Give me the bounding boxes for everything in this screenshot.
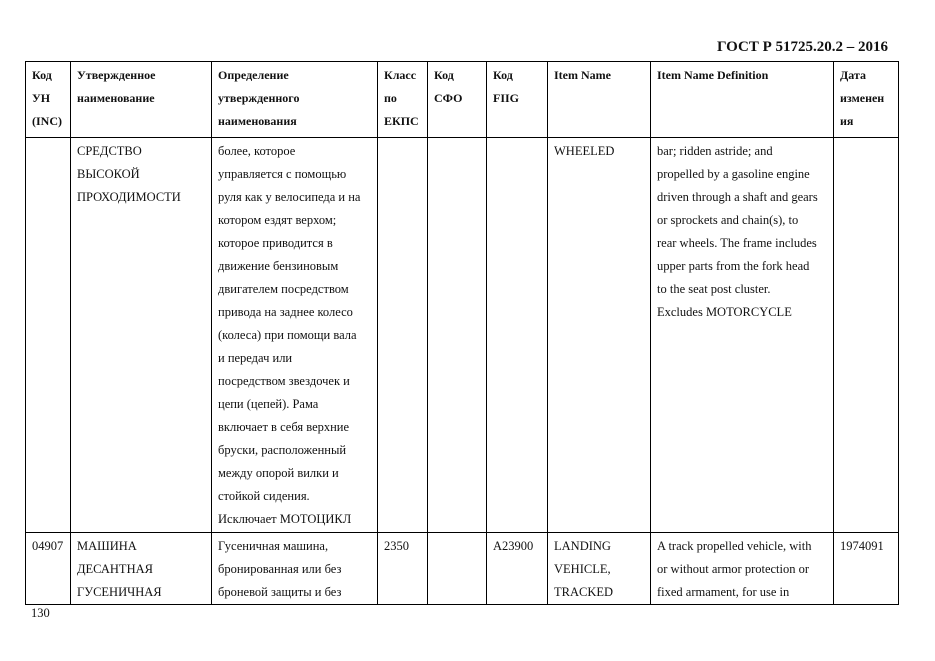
cell-approved-name bbox=[71, 533, 212, 605]
header-line: Утвержденное bbox=[77, 68, 156, 82]
cell-item-name bbox=[548, 533, 651, 605]
cell-sfo bbox=[428, 533, 487, 605]
cell-line: rear wheels. The frame includes bbox=[657, 236, 817, 250]
header-line: FIIG bbox=[493, 91, 520, 105]
cell-line: LANDING bbox=[554, 539, 611, 553]
header-line: наименования bbox=[218, 114, 297, 128]
cell-line: fixed armament, for use in bbox=[657, 585, 790, 599]
cell-line: (колеса) при помощи вала bbox=[218, 328, 357, 342]
cell-line: которое приводится в bbox=[218, 236, 333, 250]
header-line: утвержденного bbox=[218, 91, 300, 105]
header-class bbox=[378, 62, 428, 138]
header-item-name bbox=[548, 62, 651, 138]
cell-line: bar; ridden astride; and bbox=[657, 144, 773, 158]
header-line: Дата bbox=[840, 68, 866, 82]
header-line: Item Name Definition bbox=[657, 68, 769, 82]
cell-line: A23900 bbox=[493, 539, 534, 553]
cell-line: привода на заднее колесо bbox=[218, 305, 353, 319]
cell-item-name bbox=[548, 138, 651, 533]
cell-line: включает в себя верхние bbox=[218, 420, 350, 434]
cell-definition bbox=[212, 138, 378, 533]
cell-line: to the seat post cluster. bbox=[657, 282, 771, 296]
table-row bbox=[26, 138, 899, 533]
header-date bbox=[834, 62, 899, 138]
cell-line: цепи (цепей). Рама bbox=[218, 397, 319, 411]
cell-date bbox=[834, 138, 899, 533]
header-sfo bbox=[428, 62, 487, 138]
cell-line: WHEELED bbox=[554, 144, 615, 158]
cell-line: upper parts from the fork head bbox=[657, 259, 810, 273]
cell-inc bbox=[26, 533, 71, 605]
cell-line: TRACKED bbox=[554, 585, 614, 599]
header-line: Класс bbox=[384, 68, 417, 82]
cell-line: 1974091 bbox=[840, 539, 884, 553]
cell-line: бронированная или без bbox=[218, 562, 342, 576]
header-line: по bbox=[384, 91, 397, 105]
cell-line: ДЕСАНТНАЯ bbox=[77, 562, 153, 576]
header-definition bbox=[212, 62, 378, 138]
cell-line: бруски, расположенный bbox=[218, 443, 347, 457]
header-approved-name bbox=[71, 62, 212, 138]
cell-line: посредством звездочек и bbox=[218, 374, 350, 388]
cell-line: СРЕДСТВО bbox=[77, 144, 142, 158]
header-fiig bbox=[487, 62, 548, 138]
page-number: 130 bbox=[31, 606, 50, 620]
cell-line: VEHICLE, bbox=[554, 562, 611, 576]
cell-line: ГУСЕНИЧНАЯ bbox=[77, 585, 162, 599]
cell-line: стойкой сидения. bbox=[218, 489, 310, 503]
cell-line: or without armor protection or bbox=[657, 562, 810, 576]
specification-table bbox=[25, 61, 899, 605]
cell-line: Гусеничная машина, bbox=[218, 539, 329, 553]
cell-line: между опорой вилки и bbox=[218, 466, 339, 480]
cell-fiig bbox=[487, 533, 548, 605]
header-line: СФО bbox=[434, 91, 463, 105]
header-line: (INC) bbox=[32, 114, 62, 128]
cell-line: управляется с помощью bbox=[218, 167, 347, 181]
header-line: Код bbox=[32, 68, 52, 82]
cell-line: более, которое bbox=[218, 144, 296, 158]
header-line: наименование bbox=[77, 91, 155, 105]
cell-definition bbox=[212, 533, 378, 605]
table-row bbox=[26, 533, 899, 605]
cell-item-name-definition bbox=[651, 138, 834, 533]
header-line: УН bbox=[32, 91, 51, 105]
cell-inc bbox=[26, 138, 71, 533]
cell-sfo bbox=[428, 138, 487, 533]
cell-line: 04907 bbox=[32, 539, 64, 553]
header-line: Код bbox=[434, 68, 454, 82]
cell-approved-name bbox=[71, 138, 212, 533]
cell-line: и передач или bbox=[218, 351, 293, 365]
cell-line: ВЫСОКОЙ bbox=[77, 167, 140, 181]
cell-line: or sprockets and chain(s), to bbox=[657, 213, 799, 227]
header-line: изменен bbox=[840, 91, 885, 105]
cell-line: ПРОХОДИМОСТИ bbox=[77, 190, 181, 204]
header-line: Item Name bbox=[554, 68, 611, 82]
cell-line: Исключает МОТОЦИКЛ bbox=[218, 512, 352, 526]
header-line: Определение bbox=[218, 68, 289, 82]
cell-class bbox=[378, 533, 428, 605]
cell-line: МАШИНА bbox=[77, 539, 137, 553]
cell-fiig bbox=[487, 138, 548, 533]
cell-line: driven through a shaft and gears bbox=[657, 190, 818, 204]
header-line: Код bbox=[493, 68, 513, 82]
document-header: ГОСТ Р 51725.20.2 – 2016 bbox=[716, 39, 888, 55]
cell-date bbox=[834, 533, 899, 605]
cell-line: руля как у велосипеда и на bbox=[218, 190, 361, 204]
cell-line: движение бензиновым bbox=[218, 259, 339, 273]
cell-item-name-definition bbox=[651, 533, 834, 605]
cell-line: Excludes MOTORCYCLE bbox=[657, 305, 792, 319]
cell-line: броневой защиты и без bbox=[218, 585, 342, 599]
table-header-row bbox=[26, 62, 899, 138]
header-line: ЕКПС bbox=[384, 114, 419, 128]
cell-line: двигателем посредством bbox=[218, 282, 349, 296]
cell-line: propelled by a gasoline engine bbox=[657, 167, 810, 181]
header-inc bbox=[26, 62, 71, 138]
cell-class bbox=[378, 138, 428, 533]
header-line: ия bbox=[840, 114, 854, 128]
cell-line: A track propelled vehicle, with bbox=[657, 539, 812, 553]
cell-line: 2350 bbox=[384, 539, 409, 553]
header-item-name-definition bbox=[651, 62, 834, 138]
cell-line: котором ездят верхом; bbox=[218, 213, 337, 227]
